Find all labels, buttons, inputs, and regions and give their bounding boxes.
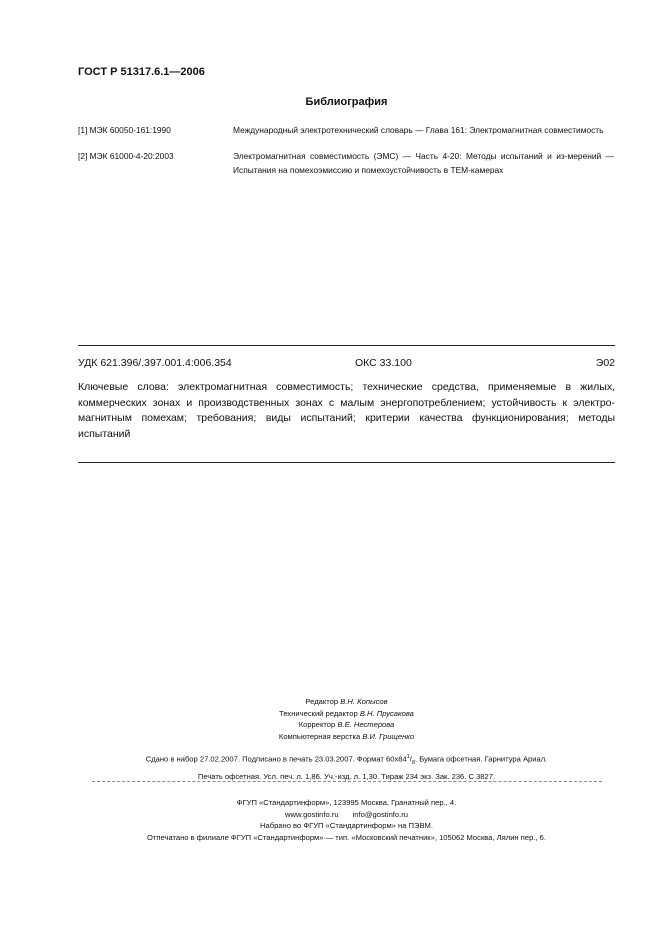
print-info-line-2: Печать офсетная. Усл. печ. л. 1,86. Уч.-изд. л. 1,30. Тираж 234 экз. Зак. 236. С 3827. xyxy=(197,772,496,782)
print-info xyxy=(0,751,661,783)
publisher-site: www.gostinfo.ru xyxy=(284,809,339,819)
layout-name: В.И. Грищенко xyxy=(362,731,415,741)
publisher-printed: Отпечатано в филиале ФГУП «Стандартинформ» — тип. «Московский печатник», 105062 Москва, Лялин пер., 6. xyxy=(147,832,546,842)
oks-code: ОКС 33.100 xyxy=(355,357,412,369)
credits-block xyxy=(0,696,661,742)
document-header: ГОСТ Р 51317.6.1—2006 xyxy=(78,66,205,78)
editor-name: В.Н. Копысов xyxy=(340,697,388,706)
bottom-divider xyxy=(78,462,615,463)
dashed-divider xyxy=(92,781,602,782)
bibliography-text: Электромагнитная совместимость (ЭМС) — Часть 4-20: Методы испытаний и из-мерений — Испытания на помехоэмиссию и помехоустойчивость в ТЕМ-камерах xyxy=(233,151,614,175)
publisher-block xyxy=(0,797,661,843)
publisher-typeset: Набрано во ФГУП «Стандартинформ» на ПЭВМ. xyxy=(260,821,433,830)
bibliography-item-2 xyxy=(78,150,614,178)
tech-editor-name: В.Н. Прусакова xyxy=(359,708,414,718)
publisher-contacts xyxy=(0,809,661,821)
bibliography-title: Библиография xyxy=(305,96,388,108)
publisher-address: ФГУП «Стандартинформ», 123995 Москва, Гранатный пер., 4. xyxy=(236,798,457,807)
credit-tech-editor: Технический редактор В.Н. Прусакова xyxy=(279,708,414,718)
credit-editor: Редактор В.Н. Копысов xyxy=(305,697,388,706)
print-info-line-1: Сдано в набор 27.02.2007. Подписано в печать 23.03.2007. Формат $60х84^1/_8$. Бумага офсетная. Гарнитура Ариал. xyxy=(145,754,548,767)
bibliography-ref: [2] МЭК 61000-4-20:2003 xyxy=(78,151,174,161)
credit-corrector: Корректор В.Е. Нестерова xyxy=(298,720,395,729)
keywords-paragraph: Ключевые слова: электромагнитная совместимость; технические средства, применяемые в жилых, коммерческих зонах и производственных зонах с малым энергопотреблением; устойчивость к электро-магнитным помехам; требования; виды испытаний; критерии качества функционирования; методы испытаний xyxy=(78,381,615,440)
bibliography-item-1 xyxy=(78,124,614,152)
udk-code: УДК 621.396/.397.001.4:006.354 xyxy=(78,357,232,369)
classification-code: Э02 xyxy=(595,357,615,369)
bibliography-ref: [1] МЭК 60050-161:1990 xyxy=(78,125,171,135)
bibliography-text: Международный электротехнический словарь — Глава 161: Электромагнитная совместимость xyxy=(233,125,604,135)
top-divider xyxy=(78,345,615,346)
publisher-email: info@gostinfo.ru xyxy=(352,809,409,819)
corrector-name: В.Е. Нестерова xyxy=(337,720,395,729)
credit-layout: Компьютерная верстка В.И. Грищенко xyxy=(278,731,415,741)
